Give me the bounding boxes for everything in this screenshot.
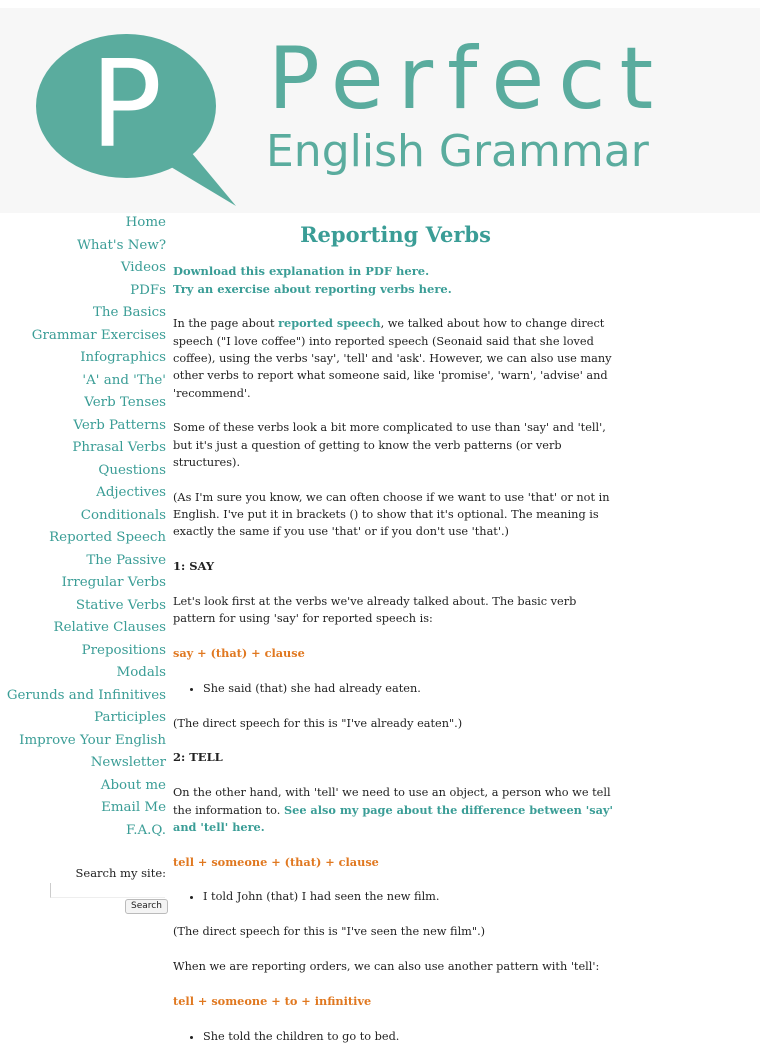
nav-conditionals[interactable]: Conditionals [80,507,166,523]
nav-about-me[interactable]: About me [100,777,166,793]
logo-title[interactable]: Perfect [268,29,668,129]
nav-the-basics[interactable]: The Basics [92,305,166,320]
nav-phrasal-verbs[interactable]: Phrasal Verbs [72,440,166,455]
nav-prepositions[interactable]: Prepositions [81,642,166,658]
search-label: Search my site: [75,866,166,880]
nav-grammar-exercises[interactable]: Grammar Exercises [31,327,166,343]
heading-tell: 2: TELL [173,750,223,765]
orders-intro: When we are reporting orders, we can also use another pattern with 'tell': [173,960,600,974]
reported-speech-link[interactable]: reported speech [278,316,381,331]
nav-the-passive[interactable]: The Passive [86,552,166,568]
nav-modals[interactable]: Modals [116,665,166,680]
nav-relative-clauses[interactable]: Relative Clauses [53,620,166,635]
nav-infographics[interactable]: Infographics [80,350,166,365]
nav-newsletter[interactable]: Newsletter [90,755,166,770]
nav-videos[interactable]: Videos [120,260,166,275]
nav-irregular-verbs[interactable]: Irregular Verbs [61,575,166,590]
intro-paragraph: In the page about reported speech, we talked about how to change direct speech ("I love coffee") into reported speech (Seonaid said that she loved coffee), using the verbs 'say', 'tell' and 'ask'. However, we can also use many other verbs to report what someone said, like 'promise', 'warn', 'advise' and 'recommend'. [173,316,612,400]
tell-pattern: tell + someone + (that) + clause [173,854,379,869]
orders-pattern: tell + someone + to + infinitive [173,993,372,1008]
nav-pdfs[interactable]: PDFs [130,282,166,298]
nav-stative-verbs[interactable]: Stative Verbs [75,597,166,613]
download-pdf-link[interactable]: Download this explanation in PDF here. [173,264,430,279]
say-pattern: say + (that) + clause [173,646,305,661]
tell-intro: On the other hand, with 'tell' we need to use an object, a person who we tell the information to. See also my page about the difference between 'say' and 'tell' here. [173,786,613,834]
say-vs-tell-link[interactable]: See also my page about the difference between 'say' and 'tell' here. [173,802,613,834]
list-item: • I told John (that) I had seen the new film. [203,888,613,905]
nav-email-me[interactable]: Email Me [101,800,166,815]
nav-reported-speech[interactable]: Reported Speech [49,530,166,545]
nav-a-and-the[interactable]: 'A' and 'The' [82,372,166,388]
nav-verb-tenses[interactable]: Verb Tenses [84,395,166,410]
site-header [0,8,760,213]
list-item: • She told the children to go to bed. [203,1028,613,1045]
logo-letter: P [89,36,163,175]
tell-direct-speech: (The direct speech for this is "I've seen the new film".) [173,925,486,939]
nav-improve-your-english[interactable]: Improve Your English [19,732,166,748]
say-examples [173,680,613,697]
say-direct-speech: (The direct speech for this is "I've already eaten".) [173,716,463,730]
main-content [173,222,613,1062]
nav-participles[interactable]: Participles [94,710,166,725]
nav-faq[interactable]: F.A.Q. [126,822,166,838]
tell-examples [173,888,613,905]
page-title: Reporting Verbs [300,222,491,247]
orders-examples [173,1028,613,1045]
logo-subtitle[interactable]: English Grammar [266,126,649,177]
logo-speech-bubble-icon[interactable] [36,28,246,208]
nav-questions[interactable]: Questions [98,462,166,478]
nav-gerunds-and-infinitives[interactable]: Gerunds and Infinitives [6,687,166,703]
paragraph-3: (As I'm sure you know, we can often choose if we want to use 'that' or not in English. I've put it in brackets () to show that it's optional. The meaning is exactly the same if you use 'that' or if you don't use 'that'.) [173,490,610,539]
nav-verb-patterns[interactable]: Verb Patterns [73,417,166,433]
nav-adjectives[interactable]: Adjectives [96,485,166,500]
list-item: • She said (that) she had already eaten. [203,680,613,697]
exercise-link[interactable]: Try an exercise about reporting verbs here. [173,281,452,296]
search-button[interactable]: Search [125,899,168,914]
paragraph-2: Some of these verbs look a bit more complicated to use than 'say' and 'tell', but it's just a question of getting to know the verb patterns (or verb structures). [173,421,606,469]
say-intro: Let's look first at the verbs we've already talked about. The basic verb pattern for using 'say' for reported speech is: [173,594,577,626]
nav-home[interactable]: Home [125,215,166,230]
heading-say: 1: SAY [173,559,215,574]
search-input[interactable] [50,883,165,898]
sidebar-nav [0,212,166,842]
nav-whats-new[interactable]: What's New? [77,237,166,253]
